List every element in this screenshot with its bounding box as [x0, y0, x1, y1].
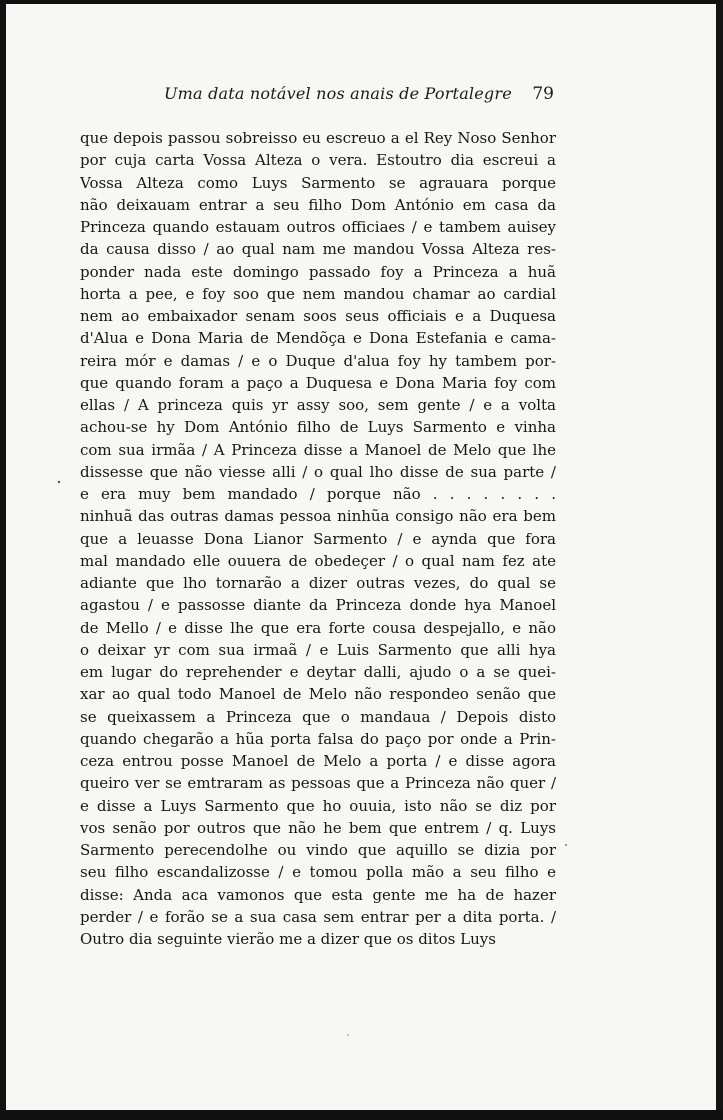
text-line: Vossa Alteza como Luys Sarmento se agrauara porque	[80, 173, 556, 192]
text-line: Outro dia seguinte vierão me a dizer que os ditos Luys	[80, 930, 496, 948]
text-line: dissesse que não viesse alli / o qual lho disse de sua parte /	[80, 462, 556, 481]
text-line: reira mór e damas / e o Duque d'alua foy hy tambem por-	[80, 351, 556, 370]
text-line: da causa disso / ao qual nam me mandou Vossa Alteza res-	[80, 240, 556, 259]
text-line: adiante que lho tornarão a dizer outras vezes, do qual se	[80, 574, 556, 592]
text-line: Princeza quando estauam outros officiaes / e tambem auisey	[80, 218, 556, 236]
text-line: horta a pee, e foy soo que nem mandou chamar ao cardial	[80, 284, 556, 303]
running-title: Uma data notável nos anais de Portalegre	[164, 84, 512, 103]
text-line: o deixar yr com sua irmaã / e Luis Sarmento que alli hya	[80, 640, 556, 659]
text-line: e era muy bem mandado / porque não . . . . . . . .	[80, 485, 556, 503]
text-line: que a leuasse Dona Lianor Sarmento / e aynda que fora	[80, 529, 556, 548]
text-line: ponder nada este domingo passado foy a Princeza a huã	[80, 262, 556, 281]
text-line: ceza entrou posse Manoel de Melo a porta / e disse agora	[80, 752, 556, 770]
text-line: seu filho escandalizosse / e tomou polla mão a seu filho e	[80, 863, 556, 882]
body-text	[80, 127, 556, 950]
text-line: ninhuã das outras damas pessoa ninhũa consigo não era bem	[80, 507, 556, 526]
text-line: xar ao qual todo Manoel de Melo não respondeo senão que	[80, 685, 556, 704]
page-header	[164, 84, 564, 112]
text-line: mal mandado elle ouuera de obedeçer / o qual nam fez ate	[80, 551, 556, 570]
text-line: que quando foram a paço a Duquesa e Dona Maria foy com	[80, 373, 556, 392]
text-line: não deixauam entrar a seu filho Dom António em casa da	[80, 195, 556, 214]
text-line: achou-se hy Dom António filho de Luys Sarmento e vinha	[80, 418, 556, 437]
text-line: em lugar do reprehender e deytar dalli, ajudo o a se quei-	[80, 663, 556, 681]
text-line: vos senão por outros que não he bem que entrem / q. Luys	[80, 818, 556, 837]
text-line: Sarmento perecendolhe ou vindo que aquillo se dizia por	[80, 841, 556, 859]
text-line: por cuja carta Vossa Alteza o vera. Estoutro dia escreui a	[80, 151, 556, 170]
text-line: agastou / e passosse diante da Princeza donde hya Manoel	[80, 596, 556, 615]
text-line: d'Alua e Dona Maria de Mendõça e Dona Estefania e cama-	[80, 329, 556, 348]
text-line: ellas / A princeza quis yr assy soo, sem gente / e a volta	[80, 396, 556, 414]
text-line: e disse a Luys Sarmento que ho ouuia, isto não se diz por	[80, 796, 556, 815]
text-line: com sua irmãa / A Princeza disse a Manoel de Melo que lhe	[80, 440, 556, 459]
text-line: se queixassem a Princeza que o mandaua / Depois disto	[80, 707, 556, 726]
scan-border-bottom	[0, 1110, 723, 1120]
text-line: quando chegarão a hũa porta falsa do paço por onde a Prin-	[80, 729, 556, 748]
scan-border-right	[716, 0, 723, 1120]
text-line: de Mello / e disse lhe que era forte cousa despejallo, e não	[80, 618, 556, 637]
page-number: 79	[532, 84, 554, 104]
text-line: queiro ver se emtraram as pessoas que a Princeza não quer /	[80, 774, 556, 793]
text-line: que depois passou sobreisso eu escreuo a el Rey Noso Senhor	[80, 129, 556, 147]
text-line: disse: Anda aca vamonos que esta gente me ha de hazer	[80, 885, 556, 904]
text-line: nem ao embaixador senam soos seus officiais e a Duquesa	[80, 307, 556, 325]
text-line: perder / e forão se a sua casa sem entrar per a dita porta. /	[80, 907, 556, 926]
